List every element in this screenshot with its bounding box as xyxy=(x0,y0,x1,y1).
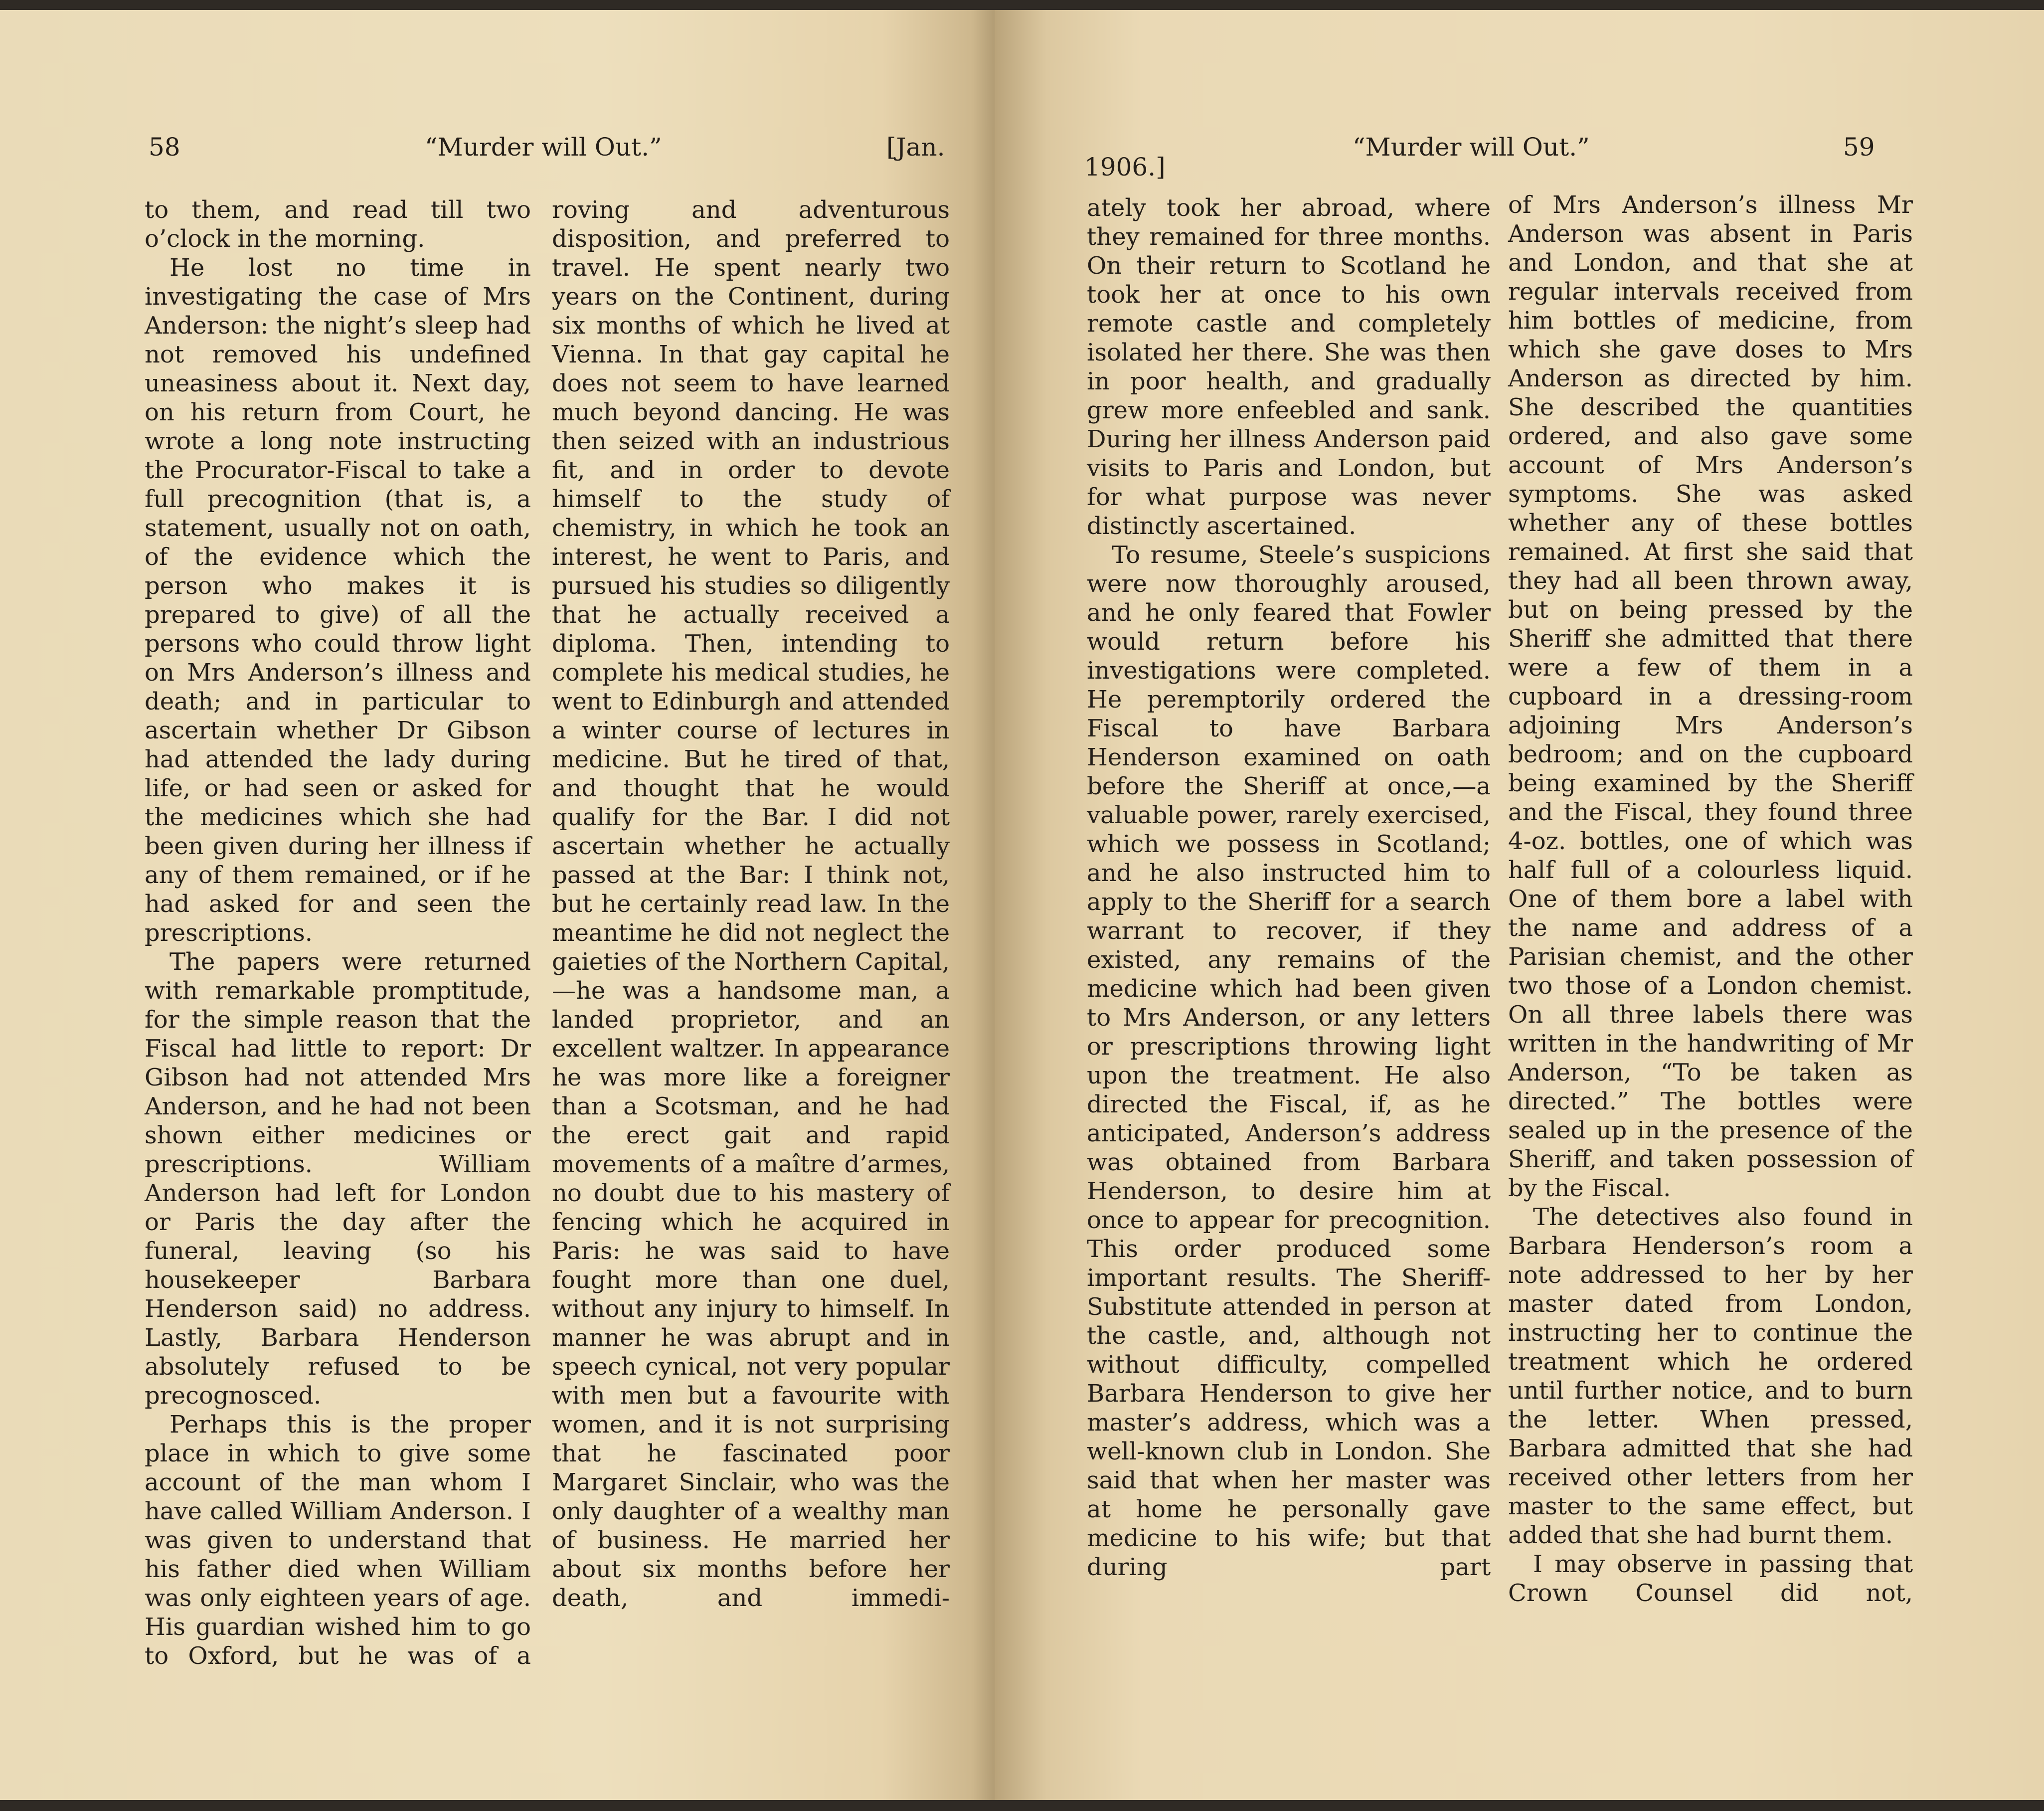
paragraph: I may observe in passing that Crown Counsel did not, xyxy=(1508,1550,1913,1607)
left-page-number: 58 xyxy=(149,133,180,162)
left-column-2 xyxy=(552,195,950,1613)
paragraph: of Mrs Anderson’s illness Mr Anderson was absent in Paris and London, and that she at regular intervals received from him bottles of medicine, from which she gave doses to Mrs Anderson as directed by him. She described the quantities ordered, and also gave some account of Mrs Anderson’s symptoms. She was asked whether any of these bottles remained. At first she said that they had all been thrown away, but on being pressed by the Sheriff she admitted that there were a few of them in a cupboard in a dressing-room adjoining Mrs Anderson’s bedroom; and on the cupboard being examined by the Sheriff and the Fiscal, they found three 4-oz. bottles, one of which was half full of a colourless liquid. One of them bore a label with the name and address of a Parisian chemist, and the other two those of a London chemist. On all three labels there was written in the handwriting of Mr Anderson, “To be taken as directed.” The bottles were sealed up in the presence of the Sheriff, and taken possession of by the Fiscal. xyxy=(1508,191,1913,1202)
paragraph: roving and adventurous disposition, and preferred to travel. He spent nearly two years on the Continent, during six months of which he lived at Vienna. In that gay capital he does not seem to have learned much beyond dancing. He was then seized with an industrious fit, and in order to devote himself to the study of chemistry, in which he took an interest, he went to Paris, and pursued his studies so diligently that he actually received a diploma. Then, intending to complete his medical studies, he went to Edinburgh and attended a winter course of lectures in medicine. But he tired of that, and thought that he would qualify for the Bar. I did not ascertain whether he actually passed at the Bar: I think not, but he certainly read law. In the meantime he did not neglect the gaieties of the Northern Capital,—he was a handsome man, a landed proprietor, and an excellent waltzer. In appearance he was more like a foreigner than a Scotsman, and he had the erect gait and rapid movements of a maître d’armes, no doubt due to his mastery of fencing which he acquired in Paris: he was said to have fought more than one duel, without any injury to himself. In manner he was abrupt and in speech cynical, not very popular with men but a favourite with women, and it is not surprising that he fascinated poor Margaret Sinclair, who was the only daughter of a wealthy man of business. He married her about six months before her death, and immedi- xyxy=(552,196,950,1612)
paragraph: ately took her abroad, where they remained for three months. On their return to Scotland he took her at once to his own remote castle and completely isolated her there. She was then in poor health, and gradually grew more enfeebled and sank. During her illness Anderson paid visits to Paris and London, but for what purpose was never distinctly ascertained. xyxy=(1087,194,1491,540)
paragraph: He lost no time in investigating the case of Mrs Anderson: the night’s sleep had not removed his undefined uneasiness about it. Next day, on his return from Court, he wrote a long note instructing the Procurator-Fiscal to take a full precognition (that is, a statement, usually not on oath, of the evidence which the person who makes it is prepared to give) of all the persons who could throw light on Mrs Anderson’s illness and death; and in particular to ascertain whether Dr Gibson had attended the lady during life, or had seen or asked for the medicines which she had been given during her illness if any of them remained, or if he had asked for and seen the prescriptions. xyxy=(145,254,531,947)
paragraph: The detectives also found in Barbara Henderson’s room a note addressed to her by her master dated from London, instructing her to continue the treatment which he ordered until further notice, and to burn the letter. When pressed, Barbara admitted that she had received other letters from her master to the same effect, but added that she had burnt them. xyxy=(1508,1203,1913,1549)
right-column-2 xyxy=(1508,190,1913,1608)
right-page xyxy=(995,10,2044,1800)
right-running-title: “Murder will Out.” xyxy=(1353,133,1590,162)
paragraph: Perhaps this is the proper place in which to give some account of the man whom I have called William Anderson. I was given to understand that his father died when William was only eighteen years of age. His guardian wished him to go to Oxford, but he was of a xyxy=(145,1411,531,1670)
left-running-month: [Jan. xyxy=(886,133,945,162)
left-running-title: “Murder will Out.” xyxy=(425,133,662,162)
paragraph: to them, and read till two o’clock in the morning. xyxy=(145,196,531,253)
right-running-year: 1906.] xyxy=(1084,153,1166,181)
left-column-1 xyxy=(145,195,531,1670)
left-page xyxy=(0,10,1002,1800)
right-page-number: 59 xyxy=(1843,133,1875,162)
right-column-1 xyxy=(1087,193,1491,1582)
paragraph: To resume, Steele’s suspicions were now thoroughly aroused, and he only feared that Fowler would return before his investigations were completed. He peremptorily ordered the Fiscal to have Barbara Henderson examined on oath before the Sheriff at once,—a valuable power, rarely exercised, which we possess in Scotland; and he also instructed him to apply to the Sheriff for a search warrant to recover, if they existed, any remains of the medicine which had been given to Mrs Anderson, or any letters or prescriptions throwing light upon the treatment. He also directed the Fiscal, if, as he anticipated, Anderson’s address was obtained from Barbara Henderson, to desire him at once to appear for precognition. This order produced some important results. The Sheriff-Substitute attended in person at the castle, and, although not without difficulty, compelled Barbara Henderson to give her master’s address, which was a well-known club in London. She said that when her master was at home he personally gave medicine to his wife; but that during part xyxy=(1087,541,1491,1581)
paragraph: The papers were returned with remarkable promptitude, for the simple reason that the Fiscal had little to report: Dr Gibson had not attended Mrs Anderson, and he had not been shown either medicines or prescriptions. William Anderson had left for London or Paris the day after the funeral, leaving (so his housekeeper Barbara Henderson said) no address. Lastly, Barbara Henderson absolutely refused to be precognosced. xyxy=(145,948,531,1410)
